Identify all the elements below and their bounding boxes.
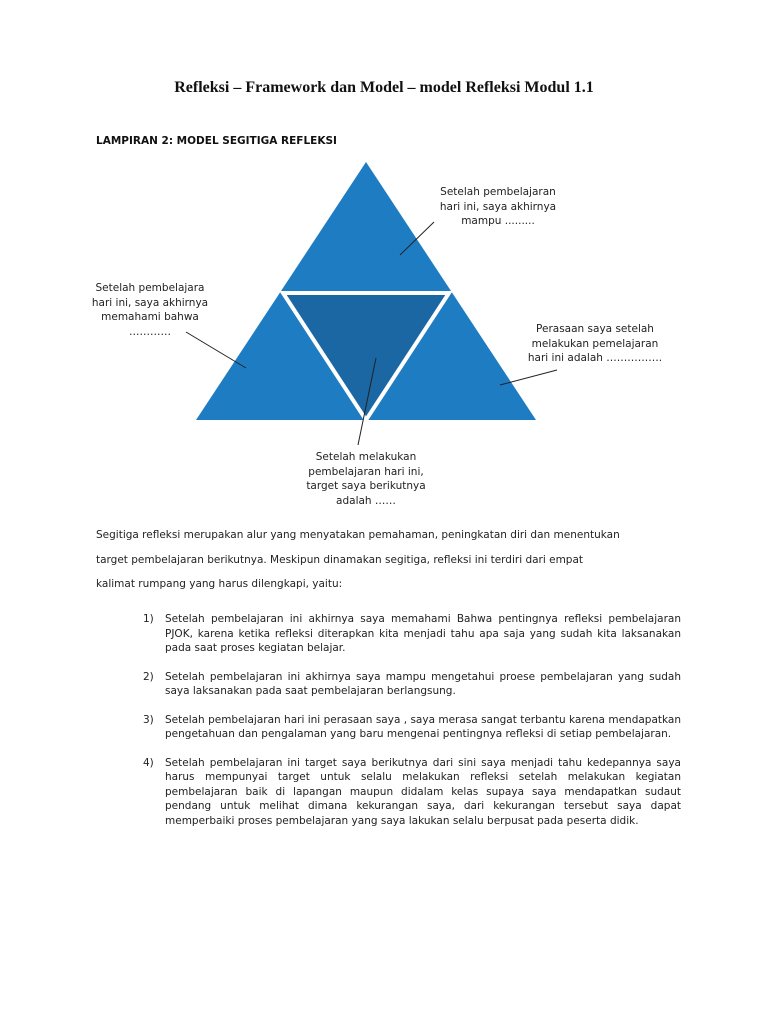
leader-line-right — [500, 370, 557, 385]
list-item — [96, 713, 681, 742]
intro-paragraph-line-3: kalimat rumpang yang harus dilengkapi, yaitu: — [96, 578, 343, 590]
list-item — [96, 756, 681, 829]
list-item — [96, 670, 681, 699]
page-title: Refleksi – Framework dan Model – model Refleksi Modul 1.1 — [174, 79, 594, 96]
list-item-number: 4) — [143, 756, 154, 769]
section-heading: LAMPIRAN 2: MODEL SEGITIGA REFLEKSI — [96, 135, 337, 147]
list-item-number: 2) — [143, 670, 154, 683]
list-item-number: 1) — [143, 613, 154, 625]
callout-top: Setelah pembelajaran hari ini, saya akhirnya mampu ......... — [439, 186, 557, 227]
intro-paragraph-line-1: Segitiga refleksi merupakan alur yang menyatakan pemahaman, peningkatan diri dan menentukan — [96, 529, 620, 541]
callout-right: Perasaan saya setelah melakukan pemelajaran hari ini adalah ……………. — [527, 323, 663, 364]
list-item-text: Setelah pembelajaran ini target saya berikutnya dari sini saya menjadi tahu kedepannya saya harus mempunyai target untuk selalu melakukan refleksi setelah melakukan kegiatan pembelajaran baik di lapangan maupun didalam kelas supaya saya mendapatkan sudaut pendang untuk melihat dimana kekurangan saya, dari kekurangan tersebut saya dapat memperbaiki proses pembelajaran yang saya lakukan selalu berpusat pada peserta didik. — [165, 756, 681, 827]
callout-bottom: Setelah melakukan pembelajaran hari ini, target saya berikutnya adalah …… — [306, 451, 426, 507]
list-item-number: 3) — [143, 713, 154, 726]
list-item-text: Setelah pembelajaran ini akhirnya saya memahami Bahwa pentingnya refleksi pembelajaran PJOK, karena ketika refleksi diterapkan kita menjadi tahu apa saja yang sudah kita laksanakan pada saat proses kegiatan belajar. — [165, 613, 681, 654]
list-item — [96, 612, 681, 656]
list-item-text: Setelah pembelajaran hari ini perasaan saya , saya merasa sangat terbantu karena mendapatkan pengetahuan dan pengalaman yang baru mengenai pentingnya refleksi di setiap pembelajaran. — [165, 713, 681, 740]
callout-left: Setelah pembelajara hari ini, saya akhirnya memahami bahwa ………… — [91, 282, 209, 338]
reflection-list — [96, 612, 681, 842]
intro-paragraph-line-2: target pembelajaran berikutnya. Meskipun dinamakan segitiga, refleksi ini terdiri dari empat — [96, 554, 584, 566]
list-item-text: Setelah pembelajaran ini akhirnya saya mampu mengetahui proese pembelajaran yang sudah saya laksanakan pada saat pembelajaran berlangsung. — [165, 670, 681, 697]
